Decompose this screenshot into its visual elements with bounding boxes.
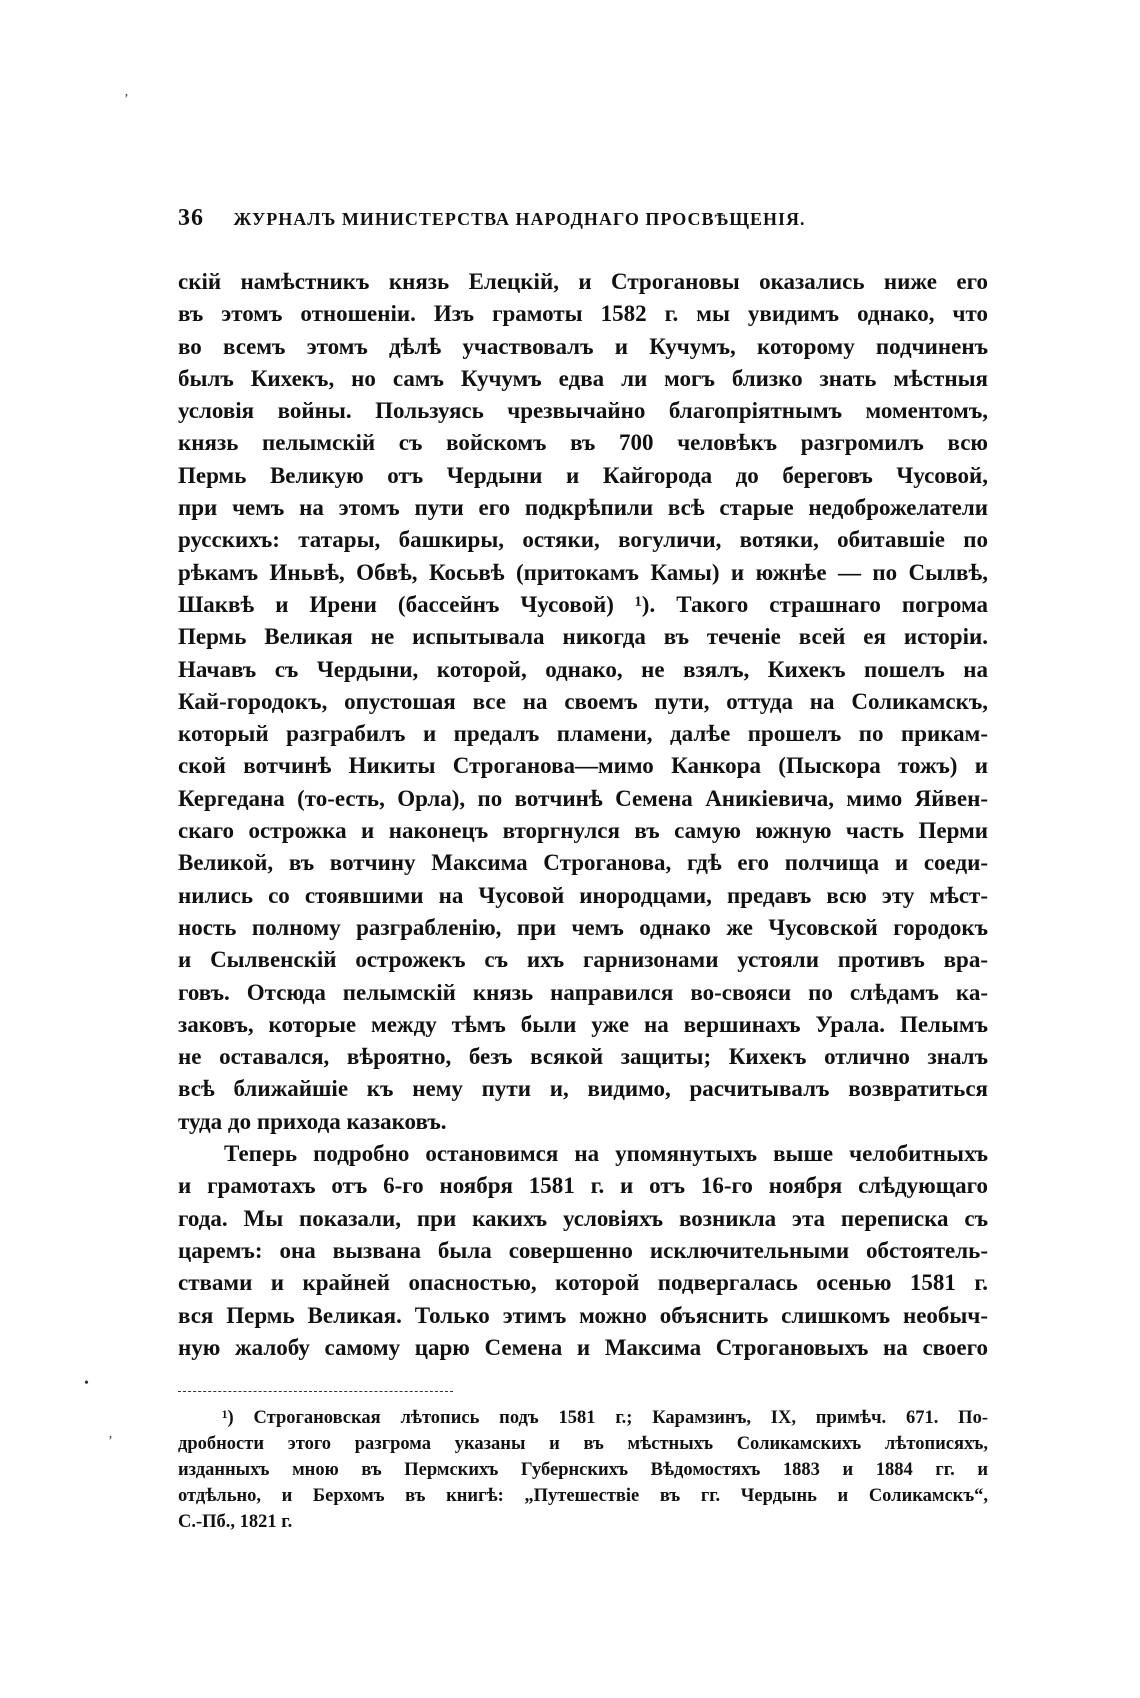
- running-title: ЖУРНАЛЪ МИНИСТЕРСТВА НАРОДНАГО ПРОСВѢЩЕНІЯ.: [233, 209, 806, 229]
- text-line: и грамотахъ отъ 6-го ноября 1581 г. и отъ 16-го ноября слѣдующаго: [178, 1173, 988, 1199]
- footnote-line: дробности этого разгрома указаны и въ мѣстныхъ Соликамскихъ лѣтописяхъ,: [178, 1434, 988, 1454]
- text-line: царемъ: она вызвана была совершенно исключительными обстоятель-: [178, 1237, 988, 1263]
- text-line: Теперь подробно остановимся на упомянутыхъ выше челобитныхъ: [224, 1141, 988, 1167]
- text-line: не оставался, вѣроятно, безъ всякой защиты; Кихекъ отлично зналъ: [178, 1044, 988, 1070]
- text-line: при чемъ на этомъ пути его подкрѣпили всѣ старые недоброжелатели: [178, 495, 988, 521]
- text-line: Шаквѣ и Ирени (бассейнъ Чусовой) ¹). Такого страшнаго погрома: [178, 591, 988, 617]
- text-line: нились со стоявшими на Чусовой инородцами, предавъ всю эту мѣст-: [178, 882, 988, 908]
- text-line: Великой, въ вотчину Максима Строганова, гдѣ его полчища и соеди-: [178, 850, 988, 876]
- scan-speck: ʼ: [124, 92, 129, 107]
- text-line: въ этомъ отношеніи. Изъ грамоты 1582 г. мы увидимъ однако, что: [178, 301, 988, 327]
- text-line: всѣ ближайшіе къ нему пути и, видимо, расчитывалъ возвратиться: [178, 1076, 988, 1102]
- text-line: Начавъ съ Чердыни, которой, однако, не взялъ, Кихекъ пошелъ на: [178, 656, 988, 682]
- scan-speck: ʼ: [108, 1434, 113, 1449]
- text-line: говъ. Отсюда пелымскій князь направился во-свояси по слѣдамъ ка-: [178, 979, 988, 1005]
- text-line: года. Мы показали, при какихъ условіяхъ возникла эта переписка съ: [178, 1205, 988, 1231]
- text-line: былъ Кихекъ, но самъ Кучумъ едва ли могъ близко знать мѣстныя: [178, 365, 988, 391]
- main-text: [178, 266, 988, 1364]
- text-line: который разграбилъ и предалъ пламени, далѣе прошелъ по прикам-: [178, 721, 988, 747]
- text-line: скій намѣстникъ князь Елецкій, и Строгановы оказались ниже его: [178, 269, 988, 294]
- text-line: князь пелымскій съ войскомъ въ 700 человѣкъ разгромилъ всю: [178, 430, 988, 456]
- scan-speck: •: [84, 1376, 89, 1391]
- text-line: Пермь Великая не испытывала никогда въ теченіе всей ея исторіи.: [178, 624, 988, 650]
- text-line: Кергедана (то-есть, Орла), по вотчинѣ Семена Аникіевича, мимо Яйвен-: [178, 785, 988, 811]
- text-line: условія войны. Пользуясь чрезвычайно благопріятнымъ моментомъ,: [178, 398, 988, 424]
- text-line: ную жалобу самому царю Семена и Максима Строгановыхъ на своего: [178, 1334, 988, 1360]
- footnote-separator: [178, 1391, 453, 1392]
- text-line: рѣкамъ Иньвѣ, Обвѣ, Косьвѣ (притокамъ Камы) и южнѣе — по Сылвѣ,: [178, 559, 988, 585]
- text-line: Кай-городокъ, опустошая все на своемъ пути, оттуда на Соликамскъ,: [178, 688, 988, 714]
- footnote-line: ¹) Строгановская лѣтопись подъ 1581 г.; Карамзинъ, IX, примѣч. 671. По-: [222, 1408, 988, 1428]
- text-line: туда до прихода казаковъ.: [178, 1108, 447, 1134]
- text-line: русскихъ: татары, башкиры, остяки, вогуличи, вотяки, обитавшіе по: [178, 527, 988, 553]
- text-line: заковъ, которые между тѣмъ были уже на вершинахъ Урала. Пелымъ: [178, 1011, 988, 1037]
- running-header: [178, 205, 998, 232]
- page-number: 36: [178, 205, 204, 231]
- text-line: ность полному разграбленію, при чемъ однако же Чусовской городокъ: [178, 914, 988, 940]
- footnote-line: С.-Пб., 1821 г.: [178, 1512, 293, 1532]
- text-line: и Сылвенскій острожекъ съ ихъ гарнизонами устояли противъ вра-: [178, 947, 988, 973]
- footnote-line: отдѣльно, и Берхомъ въ книгѣ: „Путешествіе въ гг. Чердынь и Соликамскъ“,: [178, 1486, 988, 1506]
- text-line: ской вотчинѣ Никиты Строганова—мимо Канкора (Пыскора тожъ) и: [178, 753, 988, 779]
- text-line: скаго острожка и наконецъ вторгнулся въ самую южную часть Перми: [178, 818, 988, 844]
- text-line: вся Пермь Великая. Только этимъ можно объяснить слишкомъ необыч-: [178, 1302, 988, 1328]
- text-line: Пермь Великую отъ Чердыни и Кайгорода до береговъ Чусовой,: [178, 462, 988, 488]
- text-line: во всемъ этомъ дѣлѣ участвовалъ и Кучумъ, которому подчиненъ: [178, 333, 988, 359]
- text-line: ствами и крайней опасностью, которой подвергалась осенью 1581 г.: [178, 1270, 988, 1296]
- footnote-line: изданныхъ мною въ Пермскихъ Губернскихъ Вѣдомостяхъ 1883 и 1884 гг. и: [178, 1460, 988, 1480]
- footnote: [178, 1405, 988, 1535]
